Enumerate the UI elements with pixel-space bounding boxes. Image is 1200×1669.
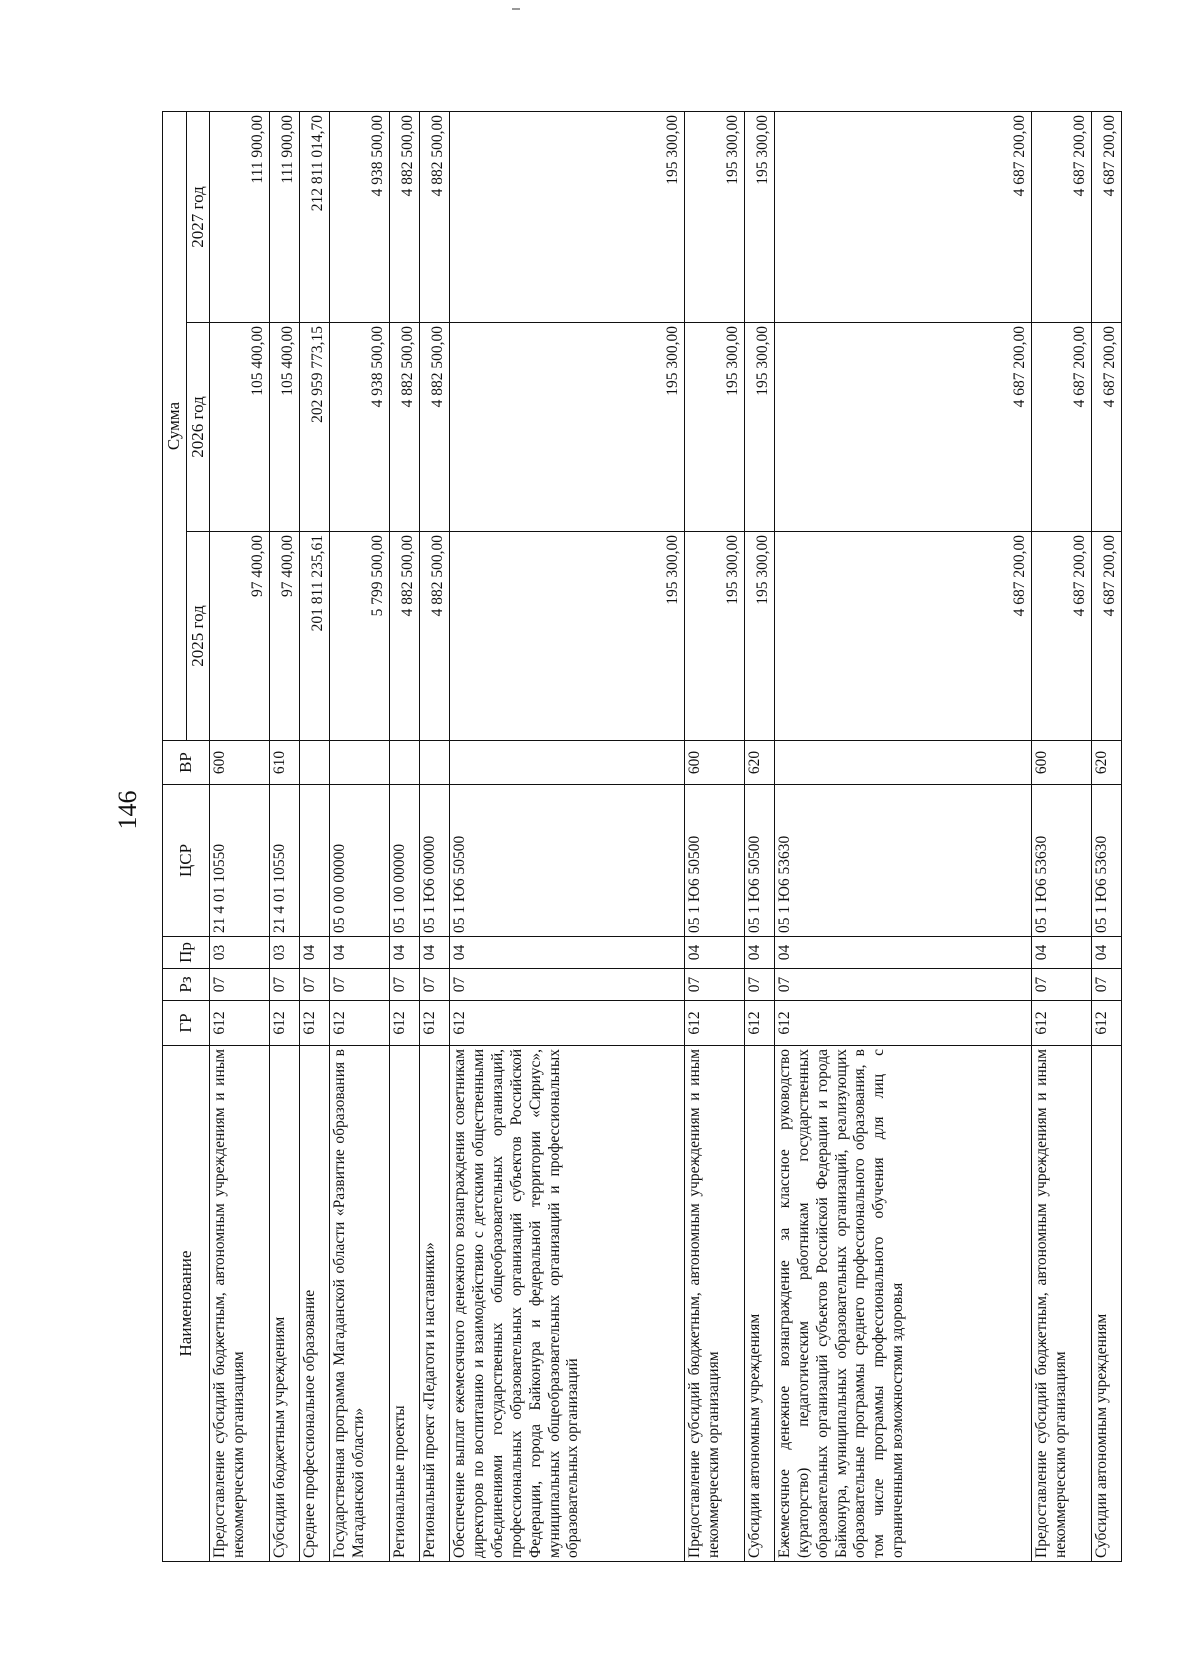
header-vr: ВР: [163, 741, 210, 785]
cell-csr: [300, 785, 330, 937]
cell-pr: 04: [390, 937, 420, 969]
cell-name: Ежемесячное денежное вознаграждение за классное руководство (кураторство) педагогическим работникам государственных образовательных организаций субъектов Российской Федерации и города Байконура, муниципальных образовательных организаций, реализующих образовательные программы среднего профессионального образования, в том числе программы профессионального обучения для лиц с ограниченными возможностями здоровья: [774, 1046, 1031, 1562]
cell-vr: [330, 741, 390, 785]
header-name: Наименование: [163, 1046, 210, 1562]
cell-pr: 04: [1032, 937, 1092, 969]
cell-2026: 195 300,00: [744, 323, 774, 532]
cell-csr: 21 4 01 10550: [210, 785, 270, 937]
cell-2026: 4 687 200,00: [1092, 323, 1122, 532]
cell-name: Региональные проекты: [390, 1046, 420, 1562]
cell-pr: 04: [685, 937, 745, 969]
cell-rz: 07: [685, 969, 745, 1001]
cell-csr: 05 0 00 00000: [330, 785, 390, 937]
cell-2026: 4 687 200,00: [1032, 323, 1092, 532]
table-row: [685, 111, 745, 1561]
header-2026: 2026 год: [186, 323, 210, 532]
cell-2027: 111 900,00: [270, 111, 300, 322]
cell-csr: 21 4 01 10550: [270, 785, 300, 937]
cell-pr: 04: [330, 937, 390, 969]
header-2025: 2025 год: [186, 532, 210, 741]
cell-vr: [420, 741, 450, 785]
cell-csr: 05 1 Ю6 00000: [420, 785, 450, 937]
table-row: [774, 111, 1031, 1561]
cell-vr: 620: [1092, 741, 1122, 785]
table-row: [1032, 111, 1092, 1561]
cell-pr: 04: [774, 937, 1031, 969]
cell-csr: 05 1 Ю6 53630: [774, 785, 1031, 937]
cell-gr: 612: [774, 1001, 1031, 1046]
cell-pr: 04: [449, 937, 684, 969]
scan-mark: [512, 8, 520, 10]
cell-2026: 4 938 500,00: [330, 323, 390, 532]
cell-rz: 07: [390, 969, 420, 1001]
cell-2025: 4 687 200,00: [1032, 532, 1092, 741]
cell-name: Региональный проект «Педагоги и наставники»: [420, 1046, 450, 1562]
cell-vr: 600: [210, 741, 270, 785]
cell-2026: 4 882 500,00: [420, 323, 450, 532]
header-rz: Рз: [163, 969, 210, 1001]
cell-vr: [449, 741, 684, 785]
cell-rz: 07: [300, 969, 330, 1001]
header-gr: ГР: [163, 1001, 210, 1046]
cell-csr: 05 1 Ю6 50500: [744, 785, 774, 937]
cell-name: Предоставление субсидий бюджетным, автономным учреждениям и иным некоммерческим организациям: [1032, 1046, 1092, 1562]
table-row: [390, 111, 420, 1561]
cell-2025: 4 687 200,00: [1092, 532, 1122, 741]
cell-gr: 612: [744, 1001, 774, 1046]
cell-2027: 195 300,00: [449, 111, 684, 322]
cell-gr: 612: [390, 1001, 420, 1046]
cell-vr: [300, 741, 330, 785]
cell-rz: 07: [1092, 969, 1122, 1001]
table-row: [1092, 111, 1122, 1561]
table-row: [744, 111, 774, 1561]
cell-name: Государственная программа Магаданской области «Развитие образования в Магаданской области»: [330, 1046, 390, 1562]
cell-2025: 195 300,00: [449, 532, 684, 741]
cell-2027: 4 882 500,00: [390, 111, 420, 322]
cell-2025: 201 811 235,61: [300, 532, 330, 741]
cell-name: Субсидии бюджетным учреждениям: [270, 1046, 300, 1562]
cell-rz: 07: [449, 969, 684, 1001]
cell-2026: 4 687 200,00: [774, 323, 1031, 532]
cell-gr: 612: [210, 1001, 270, 1046]
cell-name: Предоставление субсидий бюджетным, автономным учреждениям и иным некоммерческим организациям: [685, 1046, 745, 1562]
cell-2027: 4 687 200,00: [1032, 111, 1092, 322]
cell-rz: 07: [420, 969, 450, 1001]
table-row: [270, 111, 300, 1561]
cell-rz: 07: [210, 969, 270, 1001]
cell-2025: 195 300,00: [685, 532, 745, 741]
budget-table: [162, 111, 1122, 1562]
cell-gr: 612: [420, 1001, 450, 1046]
cell-rz: 07: [744, 969, 774, 1001]
cell-csr: 05 1 00 00000: [390, 785, 420, 937]
cell-rz: 07: [1032, 969, 1092, 1001]
cell-gr: 612: [330, 1001, 390, 1046]
cell-csr: 05 1 Ю6 50500: [449, 785, 684, 937]
table-header: [163, 111, 210, 1561]
header-csr: ЦСР: [163, 785, 210, 937]
cell-vr: 620: [744, 741, 774, 785]
cell-pr: 04: [744, 937, 774, 969]
cell-2026: 195 300,00: [685, 323, 745, 532]
cell-2026: 4 882 500,00: [390, 323, 420, 532]
cell-csr: 05 1 Ю6 53630: [1032, 785, 1092, 937]
cell-2026: 105 400,00: [270, 323, 300, 532]
cell-gr: 612: [300, 1001, 330, 1046]
cell-pr: 03: [270, 937, 300, 969]
header-pr: Пр: [163, 937, 210, 969]
cell-2027: 195 300,00: [685, 111, 745, 322]
cell-2025: 4 882 500,00: [390, 532, 420, 741]
cell-name: Среднее профессиональное образование: [300, 1046, 330, 1562]
cell-2025: 97 400,00: [210, 532, 270, 741]
rotated-table-container: [162, 112, 1122, 1562]
table-row: [300, 111, 330, 1561]
cell-2025: 195 300,00: [744, 532, 774, 741]
cell-csr: 05 1 Ю6 50500: [685, 785, 745, 937]
cell-2027: 111 900,00: [210, 111, 270, 322]
cell-name: Субсидии автономным учреждениям: [1092, 1046, 1122, 1562]
cell-pr: 04: [1092, 937, 1122, 969]
cell-rz: 07: [774, 969, 1031, 1001]
cell-vr: 610: [270, 741, 300, 785]
table-row: [330, 111, 390, 1561]
cell-name: Обеспечение выплат ежемесячного денежного вознаграждения советникам директоров по воспитанию и взаимодействию с детскими общественными объединениями государственных общеобразовательных организаций, профессиональных образовательных организаций субъектов Российской Федерации, города Байконура и федеральной территории «Сириус», муниципальных общеобразовательных организаций и профессиональных образовательных организаций: [449, 1046, 684, 1562]
cell-gr: 612: [270, 1001, 300, 1046]
cell-2026: 202 959 773,15: [300, 323, 330, 532]
table-row: [449, 111, 684, 1561]
cell-gr: 612: [1032, 1001, 1092, 1046]
cell-2025: 97 400,00: [270, 532, 300, 741]
cell-gr: 612: [1092, 1001, 1122, 1046]
cell-name: Предоставление субсидий бюджетным, автономным учреждениям и иным некоммерческим организациям: [210, 1046, 270, 1562]
cell-2025: 4 882 500,00: [420, 532, 450, 741]
table-row: [210, 111, 270, 1561]
cell-vr: 600: [685, 741, 745, 785]
cell-2026: 195 300,00: [449, 323, 684, 532]
cell-2027: 4 687 200,00: [774, 111, 1031, 322]
cell-vr: [774, 741, 1031, 785]
cell-2027: 4 882 500,00: [420, 111, 450, 322]
cell-2027: 212 811 014,70: [300, 111, 330, 322]
cell-name: Субсидии автономным учреждениям: [744, 1046, 774, 1562]
cell-pr: 04: [300, 937, 330, 969]
cell-vr: 600: [1032, 741, 1092, 785]
cell-pr: 04: [420, 937, 450, 969]
cell-rz: 07: [330, 969, 390, 1001]
cell-csr: 05 1 Ю6 53630: [1092, 785, 1122, 937]
cell-vr: [390, 741, 420, 785]
cell-rz: 07: [270, 969, 300, 1001]
cell-2026: 105 400,00: [210, 323, 270, 532]
cell-2027: 4 687 200,00: [1092, 111, 1122, 322]
cell-2027: 4 938 500,00: [330, 111, 390, 322]
header-2027: 2027 год: [186, 111, 210, 322]
cell-gr: 612: [449, 1001, 684, 1046]
cell-pr: 03: [210, 937, 270, 969]
cell-2025: 4 687 200,00: [774, 532, 1031, 741]
table-row: [420, 111, 450, 1561]
cell-gr: 612: [685, 1001, 745, 1046]
header-sum: Сумма: [163, 111, 187, 740]
cell-2025: 5 799 500,00: [330, 532, 390, 741]
page-number: 146: [113, 790, 142, 830]
cell-2027: 195 300,00: [744, 111, 774, 322]
